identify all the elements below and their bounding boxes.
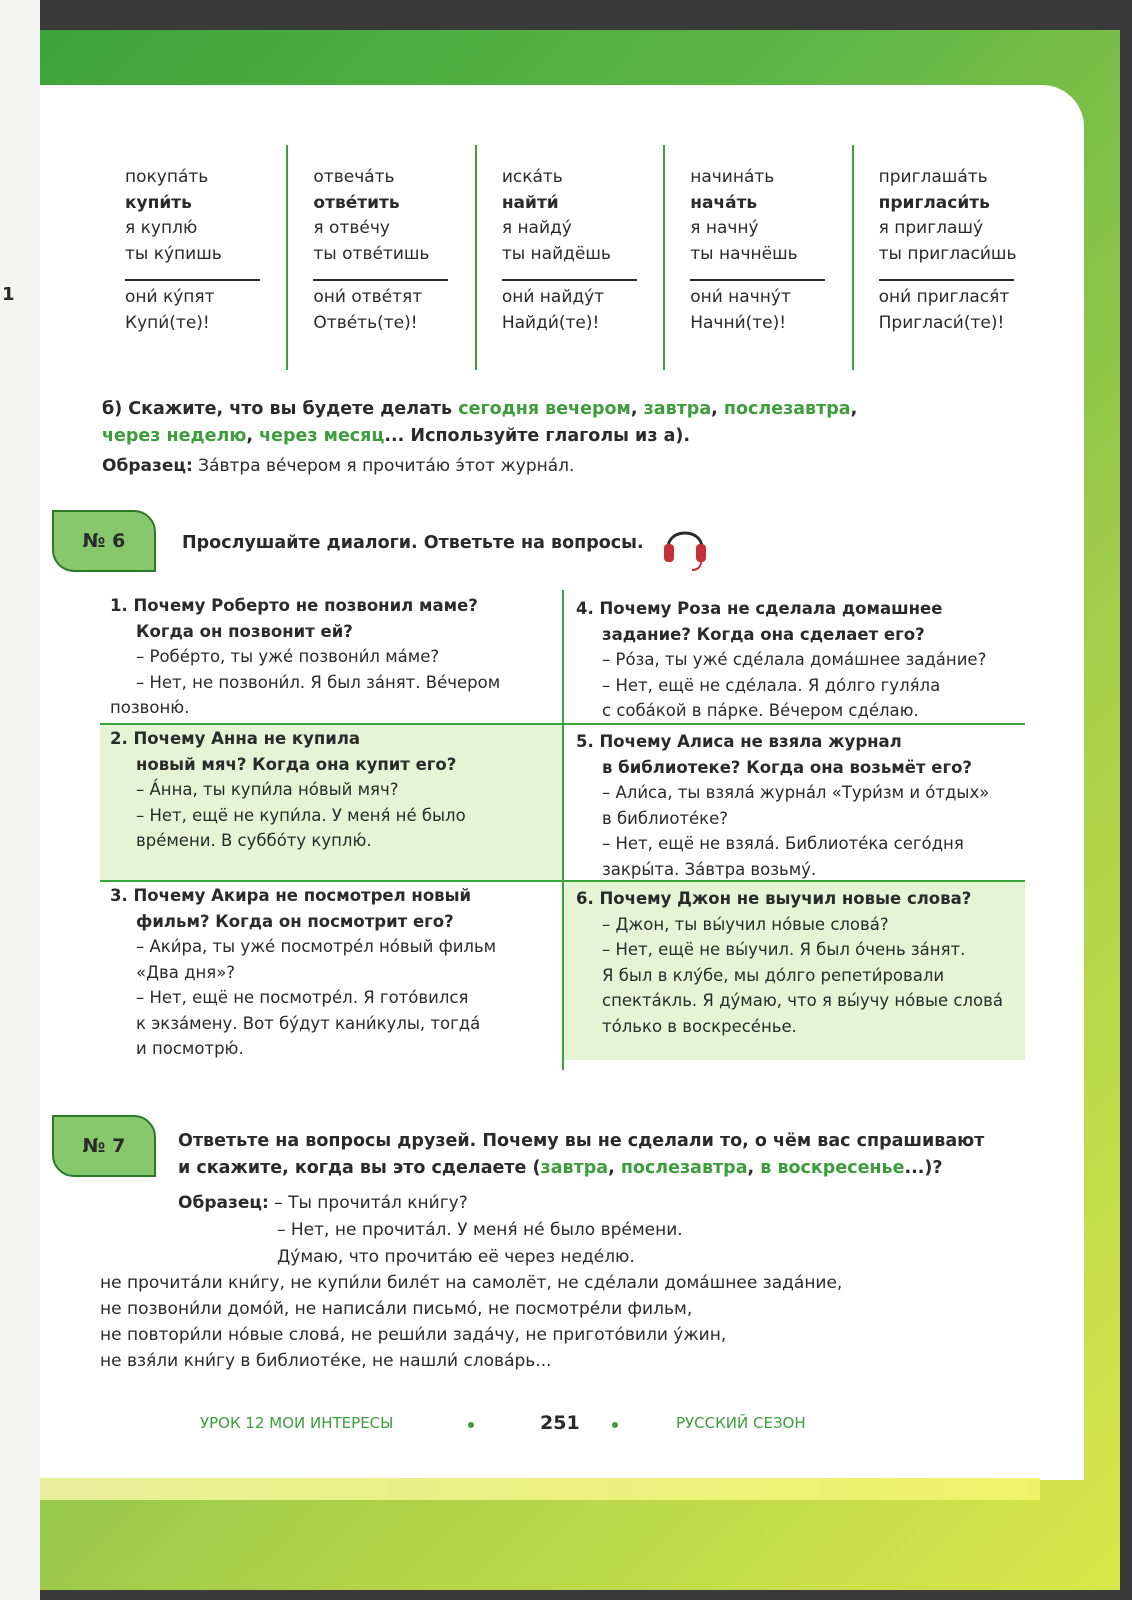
dialog-4 [566, 596, 1025, 724]
verb-form: я начну́ [690, 218, 759, 238]
sample-text: За́втра ве́чером я прочита́ю э́тот журна́л. [192, 456, 575, 476]
verb-imperative: Отве́ть(те)! [313, 312, 418, 333]
dialog-line: – Нет, ещё не купи́ла. У меня́ не́ было [136, 805, 466, 825]
footer-dot [612, 1422, 618, 1428]
sample-label: Образец: [178, 1193, 269, 1213]
sample-line: – Ты прочита́л кни́гу? [268, 1193, 468, 1213]
highlight: послезавтра [723, 399, 851, 419]
text: ... Используйте глаголы из а). [384, 426, 691, 446]
text: , [850, 399, 858, 419]
dialog-line: вре́мени. В суббо́ту куплю́. [136, 831, 372, 850]
dialog-line: – Нет, ещё не посмотре́л. Я гото́вился [136, 988, 469, 1007]
dialog-5 [566, 729, 1025, 882]
verb-form: я куплю́ [125, 218, 198, 238]
dialog-line: – Нет, ещё не сде́лала. Я до́лго гуля́ла [602, 675, 941, 695]
question-line: задание? Когда она сделает его? [602, 624, 925, 644]
verb-column [477, 145, 665, 370]
dialog-line: – Али́са, ты взяла́ журна́л «Тури́зм и о́тдых» [602, 783, 990, 802]
section-b-instruction [102, 396, 1002, 450]
grid-divider [562, 590, 564, 1070]
verb-column [288, 145, 476, 370]
verb-form: я найду́ [501, 218, 572, 238]
verb-perfective: отве́тить [313, 192, 400, 213]
question-line: новый мяч? Когда она купит его? [136, 754, 457, 774]
question [576, 596, 1025, 647]
dialog-line: «Два дня»? [136, 962, 236, 982]
verb-form: ты ку́пишь [125, 243, 222, 264]
dialog-line: то́лько в воскресе́нье. [602, 1016, 797, 1036]
verb-imperfective: отвеча́ть [313, 167, 395, 187]
dialog-line: – Ро́за, ты уже́ сде́лала дома́шнее зада́ние? [602, 650, 987, 669]
phrase-line: не позвони́ли домо́й, не написа́ли письмо́, не посмотре́ли фильм, [100, 1299, 693, 1319]
sample-label: Образец: [102, 456, 193, 476]
question [576, 729, 1025, 780]
highlight: через неделю [102, 426, 247, 446]
question: 6. Почему Джон не выучил новые слова? [576, 889, 972, 908]
sample-line: Ду́маю, что прочита́ю её через неде́лю. [277, 1247, 635, 1267]
task-7-sample [178, 1190, 683, 1271]
divider [125, 279, 260, 281]
task-6-badge: № 6 [52, 510, 156, 572]
side-mark: 1 [2, 284, 15, 305]
text: , [747, 1158, 761, 1178]
verb-imperfective: начина́ть [690, 167, 775, 187]
divider [879, 279, 1014, 281]
verb-column [854, 145, 1040, 370]
verb-column [100, 145, 288, 370]
text: , [711, 399, 724, 419]
verb-form: они́ найду́т [501, 287, 605, 307]
dialog-line: позвоню́. [110, 698, 190, 717]
question-line: Когда он позвонит ей? [136, 621, 353, 641]
verb-form: я приглашу́ [878, 218, 984, 238]
dialog-line: – Аки́ра, ты уже́ посмотре́л но́вый фильм [136, 937, 497, 956]
dialog-line: в библиоте́ке? [602, 808, 729, 828]
question-line: в библиотеке? Когда она возьмёт его? [602, 757, 972, 777]
left-page-edge [0, 0, 40, 1600]
footer-book: РУССКИЙ СЕЗОН [676, 1414, 806, 1432]
dialog-1 [100, 593, 560, 721]
phrase-line: не взя́ли кни́гу в библиоте́ке, не нашли́ слова́рь... [100, 1351, 552, 1371]
verb-form: они́ отве́тят [313, 287, 423, 307]
dialog-line: – Робе́рто, ты уже́ позвони́л ма́ме? [136, 647, 440, 666]
text: , [608, 1158, 621, 1178]
verb-imperative: Купи́(те)! [125, 312, 210, 333]
dialog-2 [100, 726, 560, 854]
dialog-grid [100, 590, 1025, 1070]
verb-form: они́ начну́т [690, 287, 791, 307]
verb-table [100, 145, 1040, 370]
footer-lesson: УРОК 12 МОИ ИНТЕРЕСЫ [200, 1414, 394, 1432]
dialog-line: – Джон, ты вы́учил но́вые слова́? [602, 914, 889, 934]
question-line: фильм? Когда он посмотрит его? [136, 911, 454, 931]
question-line: 4. Почему Роза не сделала домашнее [576, 599, 943, 618]
verb-form: ты отве́тишь [313, 243, 430, 264]
text: б) Скажите, что вы будете делать [102, 399, 459, 419]
task-7-line: Ответьте на вопросы друзей. Почему вы не сделали то, о чём вас спрашивают [178, 1131, 985, 1151]
divider [502, 279, 637, 281]
bottom-stripe [40, 1478, 1040, 1500]
question [110, 593, 560, 644]
verb-perfective: купи́ть [125, 192, 192, 213]
dialog-3 [100, 883, 560, 1062]
task-6-title: Прослушайте диалоги. Ответьте на вопросы. [182, 533, 644, 553]
verb-perfective: пригласи́ть [878, 192, 990, 213]
divider [690, 279, 825, 281]
highlight: завтра [540, 1158, 609, 1178]
divider [313, 279, 448, 281]
verb-imperfective: покупа́ть [125, 167, 209, 187]
verb-imperfective: иска́ть [501, 167, 563, 187]
highlight: сегодня вечером [458, 399, 631, 419]
highlight: завтра [643, 399, 712, 419]
footer-dot [468, 1422, 474, 1428]
verb-column [665, 145, 853, 370]
question-line: 2. Почему Анна не купила [110, 729, 361, 748]
verb-form: ты найдёшь [501, 243, 611, 264]
page-number: 251 [540, 1412, 580, 1434]
verb-form: я отве́чу [313, 218, 390, 238]
text: , [246, 426, 260, 446]
verb-form: ты начнёшь [690, 243, 798, 264]
task-7-phrases [100, 1270, 842, 1374]
dialog-line: закры́та. За́втра возьму́. [602, 859, 817, 879]
dialog-line: спекта́кль. Я ду́маю, что я вы́учу но́вые слова́ [602, 991, 1003, 1010]
question-line: 1. Почему Роберто не позвонил маме? [110, 596, 478, 615]
text: ...)? [904, 1158, 943, 1178]
question-line: 3. Почему Акира не посмотрел новый [110, 886, 472, 905]
text: и скажите, когда вы это сделаете ( [178, 1158, 541, 1178]
dialog-line: – Нет, ещё не вы́учил. Я был о́чень за́нят. [602, 940, 966, 959]
highlight: через месяц [259, 426, 385, 446]
verb-imperfective: приглаша́ть [878, 167, 988, 187]
verb-perfective: нача́ть [690, 192, 758, 213]
dialog-line: – Нет, не позвони́л. Я был за́нят. Ве́чером [136, 672, 501, 692]
highlight: послезавтра [620, 1158, 748, 1178]
question [110, 883, 560, 934]
task-7-line [178, 1155, 1058, 1182]
verb-form: они́ ку́пят [125, 287, 215, 307]
task-7-badge: № 7 [52, 1115, 156, 1177]
highlight: в воскресенье [760, 1158, 905, 1178]
verb-imperative: Найди́(те)! [501, 312, 600, 333]
dialog-line: и посмотрю́. [136, 1039, 244, 1058]
verb-perfective: найти́ [501, 192, 559, 213]
text: , [630, 399, 644, 419]
sample-line: – Нет, не прочита́л. У меня́ не́ было вре́мени. [277, 1220, 683, 1240]
dialog-line: с соба́кой в па́рке. Ве́чером сде́лаю. [602, 701, 919, 720]
section-b-sample [102, 456, 574, 476]
question-line: 5. Почему Алиса не взяла журнал [576, 732, 902, 751]
verb-form: они́ приглася́т [878, 287, 1010, 307]
dialog-6 [566, 886, 1025, 1039]
headphones-icon [660, 518, 710, 574]
dialog-line: – Нет, ещё не взяла́. Библиоте́ка сего́дня [602, 834, 964, 853]
dialog-line: – А́нна, ты купи́ла но́вый мяч? [136, 780, 399, 799]
phrase-line: не повтори́ли но́вые слова́, не реши́ли зада́чу, не пригото́вили у́жин, [100, 1325, 727, 1345]
verb-form: ты пригласи́шь [878, 243, 1017, 264]
dialog-line: Я был в клу́бе, мы до́лго репети́ровали [602, 965, 945, 985]
task-7-title [178, 1128, 1058, 1182]
verb-imperative: Начни́(те)! [690, 312, 787, 333]
phrase-line: не прочита́ли кни́гу, не купи́ли биле́т на самолёт, не сде́лали дома́шнее зада́ние, [100, 1273, 843, 1293]
verb-imperative: Пригласи́(те)! [878, 312, 1005, 333]
question [110, 726, 560, 777]
dialog-line: к экза́мену. Вот бу́дут кани́кулы, тогда́ [136, 1013, 481, 1033]
